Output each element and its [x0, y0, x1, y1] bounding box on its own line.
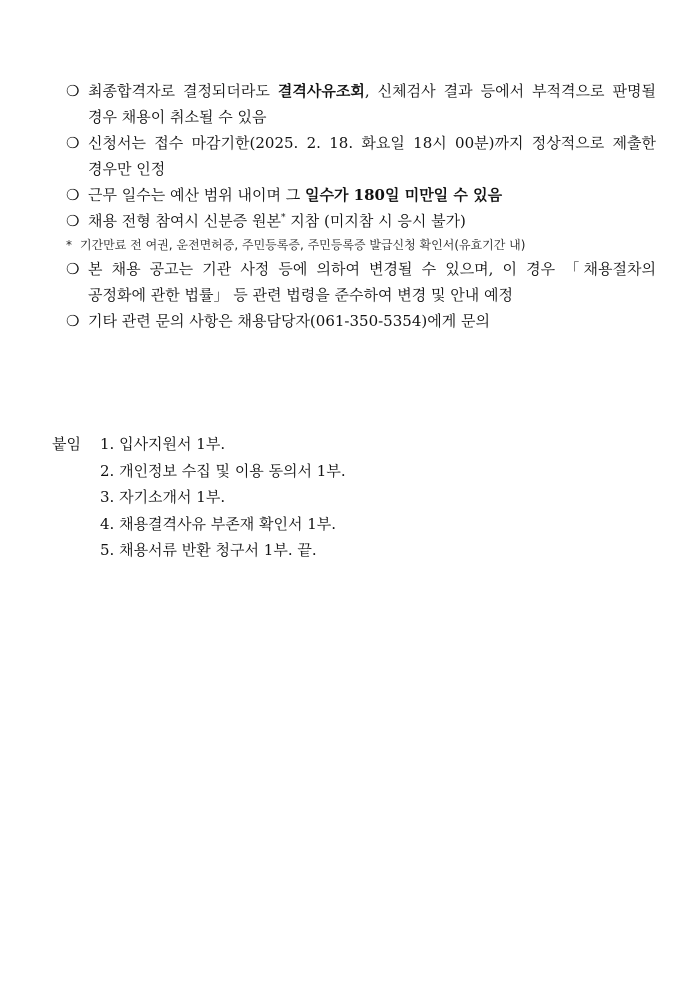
notice-text: 신청서는 접수 마감기한(2025. 2. 18. 화요일 18시 00분)까지 정상적으로 제출한 경우만 인정: [88, 134, 656, 178]
notice-item-deadline: [66, 130, 656, 182]
notice-text: 본 채용 공고는 기관 사정 등에 의하여 변경될 수 있으며, 이 경우 「채용절차의 공정화에 관한 법률」 등 관련 법령을 준수하여 변경 및 안내 예정: [88, 260, 656, 304]
circle-bullet-icon: ❍: [66, 134, 80, 152]
circle-bullet-icon: ❍: [66, 212, 80, 230]
notice-text: 기타 관련 문의 사항은 채용담당자(061-350-5354)에게 문의: [88, 312, 490, 330]
circle-bullet-icon: ❍: [66, 260, 80, 278]
notice-list: [66, 78, 656, 334]
notice-text: 근무 일수는 예산 범위 내이며 그: [88, 186, 305, 204]
attachments-label: 붙임: [52, 435, 81, 453]
attachment-item: 2. 개인정보 수집 및 이용 동의서 1부.: [100, 461, 346, 480]
footnote-marker: *: [280, 213, 286, 223]
notice-item-workdays: [66, 182, 656, 208]
attachment-item: 3. 자기소개서 1부.: [100, 488, 226, 506]
notice-text: 지참 (미지참 시 응시 불가): [285, 212, 466, 230]
asterisk-icon: *: [66, 238, 72, 252]
notice-text: 최종합격자로 결정되더라도: [88, 82, 278, 100]
notice-item-change: [66, 256, 656, 308]
attachment-item: 5. 채용서류 반환 청구서 1부. 끝.: [100, 541, 317, 559]
circle-bullet-icon: ❍: [66, 82, 80, 100]
id-card-footnote: [58, 234, 656, 256]
notice-text-bold: 결격사유조회: [277, 82, 365, 100]
attachment-item: 1. 입사지원서 1부.: [100, 435, 226, 453]
notice-item-id-card: [66, 208, 656, 234]
notice-item-contact: [66, 308, 656, 334]
notice-text: 채용 전형 참여시 신분증 원본: [88, 212, 281, 230]
footnote-text: 기간만료 전 여권, 운전면허증, 주민등록증, 주민등록증 발급신청 확인서(유효기간 내): [80, 238, 526, 252]
attachment-item: 4. 채용결격사유 부존재 확인서 1부.: [100, 514, 337, 533]
circle-bullet-icon: ❍: [66, 312, 80, 330]
attachments-list: [100, 431, 346, 564]
notice-text: , 신체검사 결과 등에서 부적격으로 판명될 경우 채용이 취소될 수 있음: [88, 82, 656, 126]
circle-bullet-icon: ❍: [66, 186, 80, 204]
notice-text-bold: 일수가 180일 미만일 수 있음: [304, 186, 503, 204]
notice-item-disqualification: [66, 78, 656, 130]
